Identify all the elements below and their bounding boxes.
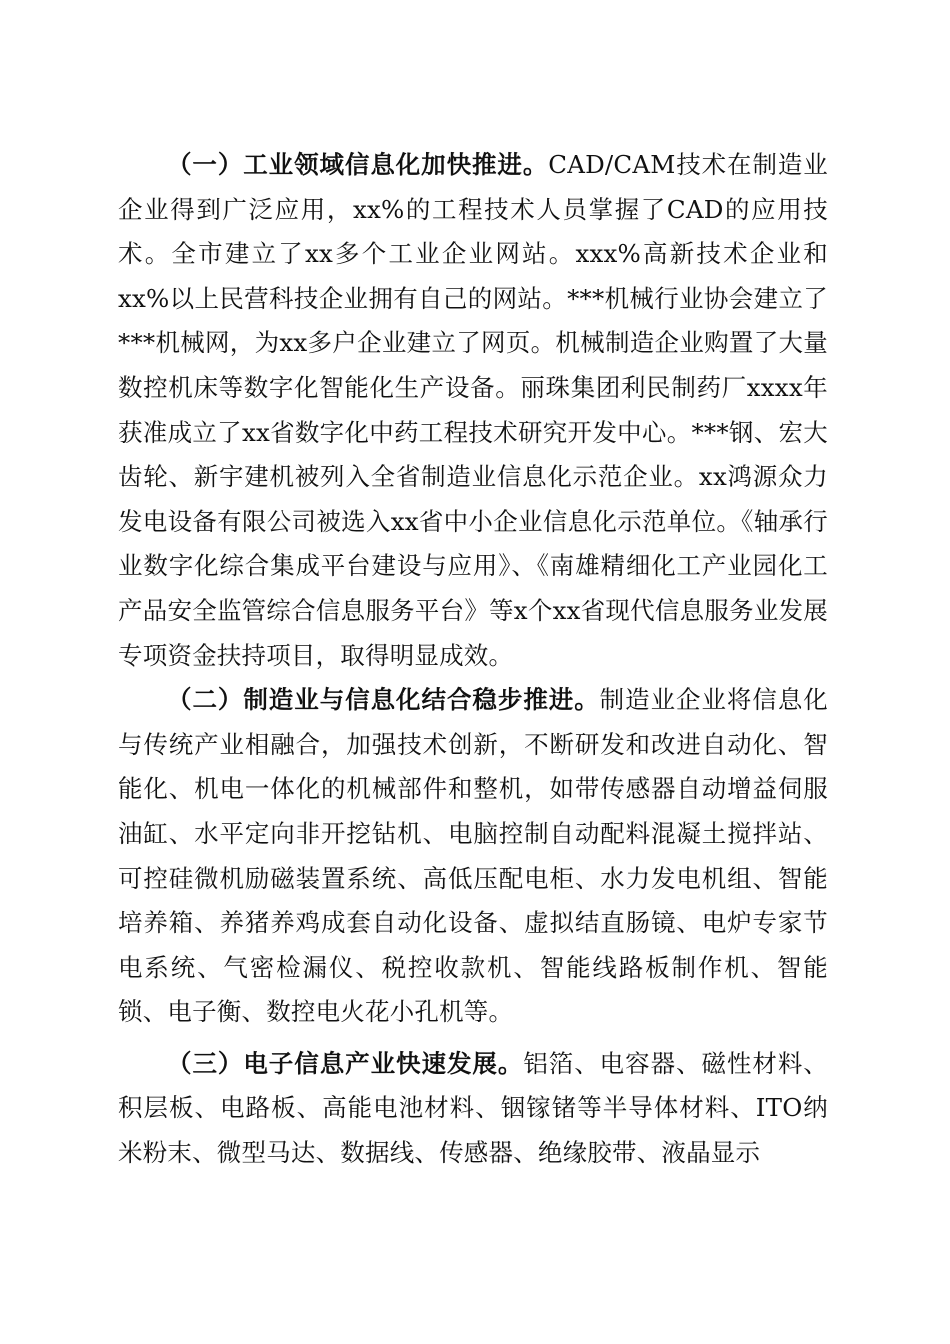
paragraph-text: 铝箔、电容器、磁性材料、积层板、电路板、高能电池材料、铟镓锗等半导体材料、ITO纳米粉末、微型马达、数据线、传感器、绝缘胶带、液晶显示 bbox=[118, 1048, 828, 1168]
paragraph-heading: （三）电子信息产业快速发展。 bbox=[167, 1048, 524, 1078]
paragraph-industrial-informatization bbox=[118, 143, 828, 678]
paragraph-electronics-industry bbox=[118, 1042, 828, 1176]
paragraph-text: CAD/CAM技术在制造业企业得到广泛应用，xx%的工程技术人员掌握了CAD的应用技术。全市建立了xx多个工业企业网站。xxx%高新技术企业和xx%以上民营科技企业拥有自己的网站。***机械行业协会建立了***机械网，为xx多户企业建立了网页。机械制造企业购置了大量数控机床等数字化智能化生产设备。丽珠集团利民制药厂xxxx年获准成立了xx省数字化中药工程技术研究开发中心。***钢、宏大齿轮、新宇建机被列入全省制造业信息化示范企业。xx鸿源众力发电设备有限公司被选入xx省中小企业信息化示范单位。《轴承行业数字化综合集成平台建设与应用》、《南雄精细化工产业园化工产品安全监管综合信息服务平台》等x个xx省现代信息服务业发展专项资金扶持项目，取得明显成效。 bbox=[118, 150, 829, 670]
paragraph-heading: （二）制造业与信息化结合稳步推进。 bbox=[167, 685, 600, 715]
document-body bbox=[118, 143, 828, 1176]
paragraph-manufacturing-integration bbox=[118, 678, 828, 1035]
paragraph-heading: （一）工业领域信息化加快推进。 bbox=[167, 150, 549, 179]
paragraph-text: 制造业企业将信息化与传统产业相融合，加强技术创新，不断研发和改进自动化、智能化、机电一体化的机械部件和整机，如带传感器自动增益伺服油缸、水平定向非开挖钻机、电脑控制自动配料混凝土搅拌站、可控硅微机励磁装置系统、高低压配电柜、水力发电机组、智能培养箱、养猪养鸡成套自动化设备、虚拟结直肠镜、电炉专家节电系统、气密检漏仪、税控收款机、智能线路板制作机、智能锁、电子衡、数控电火花小孔机等。 bbox=[118, 685, 828, 1027]
